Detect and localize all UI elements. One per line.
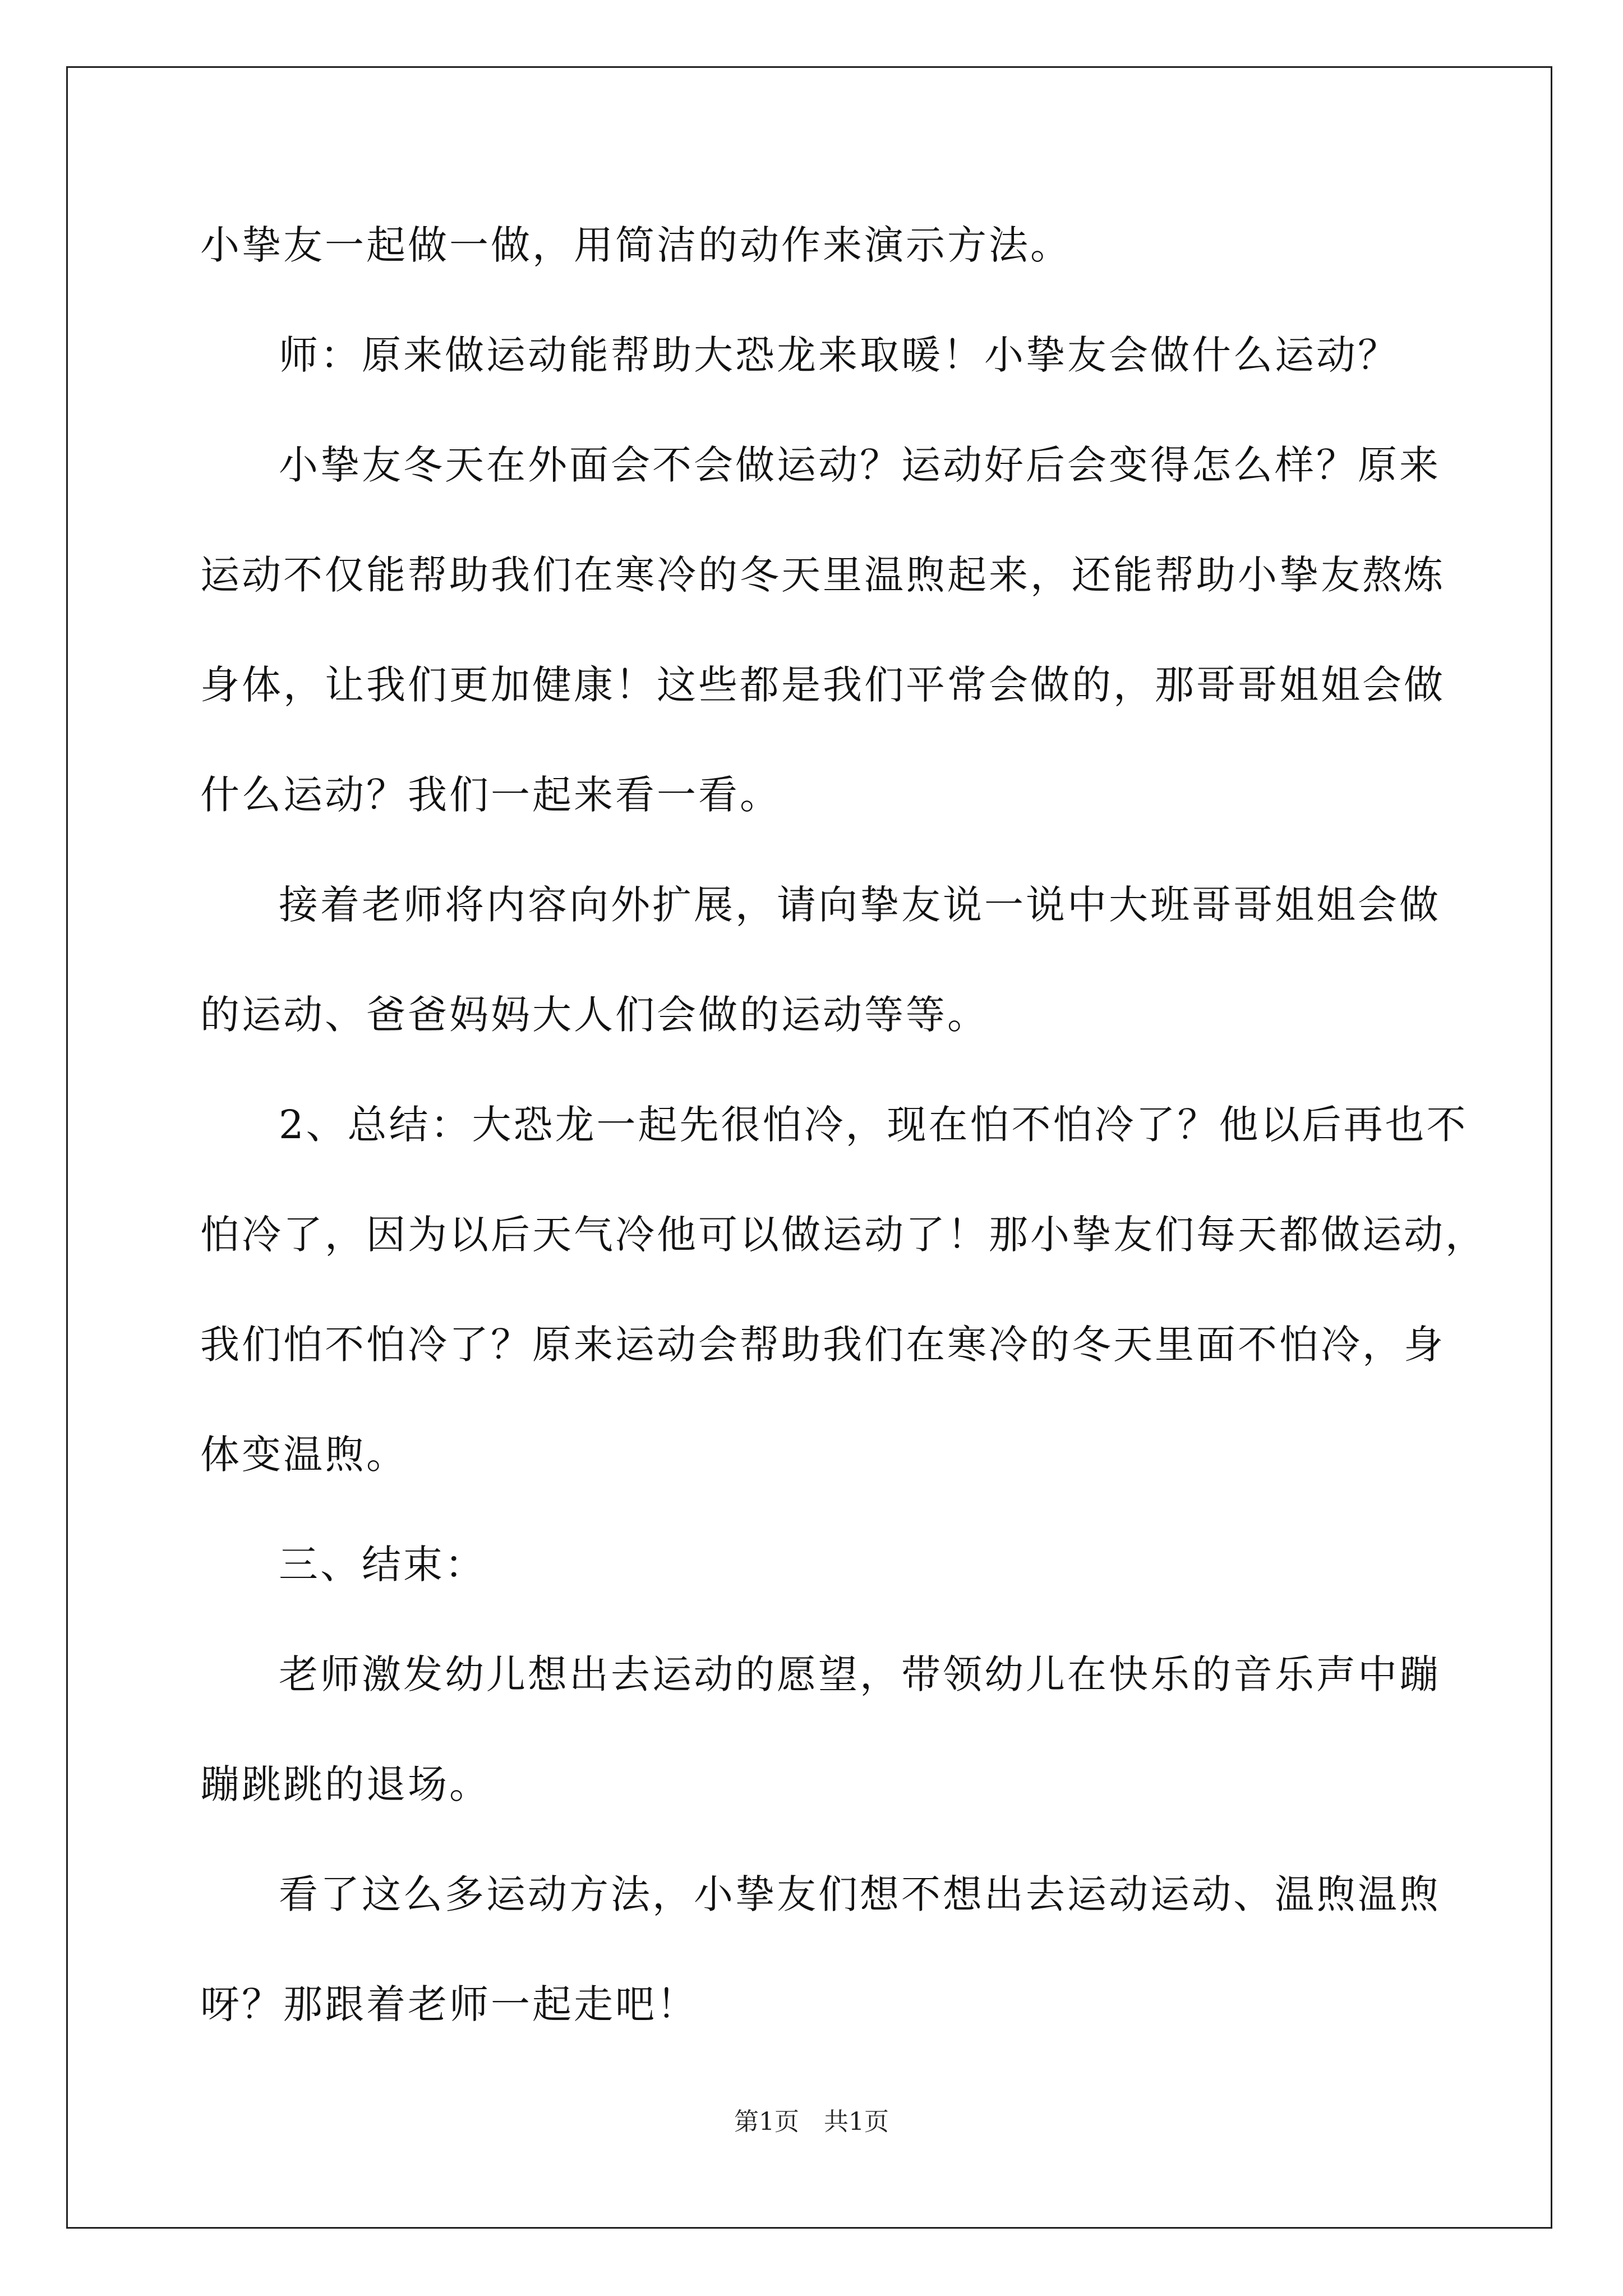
section-heading: 三、结束：: [279, 1542, 486, 1588]
text-line: 小挚友一起做一做，用简洁的动作来演示方法。: [200, 222, 1072, 268]
text-line: 身体，让我们更加健康！这些都是我们平常会做的，那哥哥姐姐会做: [200, 662, 1445, 708]
text-line: 的运动、爸爸妈妈大人们会做的运动等等。: [200, 992, 989, 1038]
text-line: 看了这么多运动方法，小挚友们想不想出去运动运动、温煦温煦: [279, 1871, 1441, 1917]
text-line: 师：原来做运动能帮助大恐龙来取暖！小挚友会做什么运动？: [279, 332, 1399, 378]
text-line: 体变温煦。: [200, 1432, 408, 1478]
text-line: 接着老师将内容向外扩展，请向挚友说一说中大班哥哥姐姐会做: [279, 882, 1441, 928]
text-line: 怕冷了，因为以后天气冷他可以做运动了！那小挚友们每天都做运动，: [200, 1212, 1487, 1258]
text-line: 运动不仅能帮助我们在寒冷的冬天里温煦起来，还能帮助小挚友熬炼: [200, 552, 1445, 598]
text-line: 蹦跳跳的退场。: [200, 1761, 491, 1807]
text-line: 我们怕不怕冷了？原来运动会帮助我们在寒冷的冬天里面不怕冷，身: [200, 1322, 1445, 1368]
page-number-footer: 第1页 共1页: [734, 2108, 889, 2136]
text-line: 老师激发幼儿想出去运动的愿望，带领幼儿在快乐的音乐声中蹦: [279, 1651, 1441, 1697]
text-line: 2、总结：大恐龙一起先很怕冷，现在怕不怕冷了？他以后再也不: [279, 1102, 1468, 1148]
text-line: 呀？那跟着老师一起走吧！: [200, 1981, 698, 2027]
text-line: 什么运动？我们一起来看一看。: [200, 772, 781, 818]
text-line: 小挚友冬天在外面会不会做运动？运动好后会变得怎么样？原来: [279, 442, 1441, 488]
